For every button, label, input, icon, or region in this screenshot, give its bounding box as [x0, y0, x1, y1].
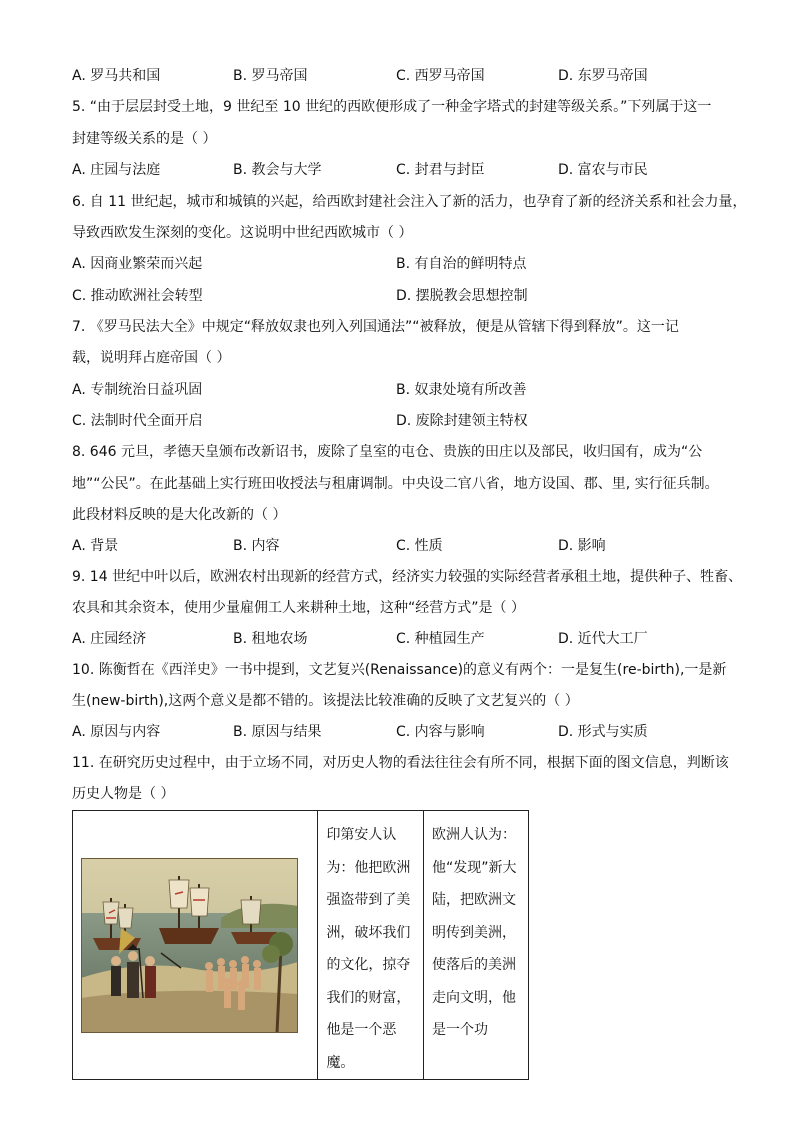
q10-option-b[interactable]: B. 原因与结果	[233, 724, 322, 740]
q6-stem-line2: 导致西欧发生深刻的变化。这说明中世纪西欧城市（ ）	[72, 225, 413, 241]
q11-figure-table	[72, 810, 529, 1080]
q6-option-a[interactable]: A. 因商业繁荣而兴起	[72, 256, 203, 272]
q10-stem-line2: 生(new-birth),这两个意义是都不错的。该提法比较准确的反映了文艺复兴的（ ）	[72, 693, 579, 709]
q8-option-d[interactable]: D. 影响	[558, 538, 606, 554]
q9-option-c[interactable]: C. 种植园生产	[396, 631, 485, 647]
q7-stem-line2: 载，说明拜占庭帝国（ ）	[72, 350, 231, 366]
q6-option-c[interactable]: C. 推动欧洲社会转型	[72, 288, 203, 304]
q11-stem-line2: 历史人物是（ ）	[72, 786, 175, 802]
q4-option-a[interactable]: A. 罗马共和国	[72, 68, 161, 84]
q5-option-c[interactable]: C. 封君与封臣	[396, 162, 485, 178]
q10-option-d[interactable]: D. 形式与实质	[558, 724, 648, 740]
q5-option-a[interactable]: A. 庄园与法庭	[72, 162, 161, 178]
q6-option-b[interactable]: B. 有自治的鲜明特点	[396, 256, 527, 272]
q5-option-b[interactable]: B. 教会与大学	[233, 162, 322, 178]
indian-view-cell: 印第安人认为：他把欧洲强盗带到了美洲，破坏我们的文化，掠夺我们的财富，他是一个恶魔。	[318, 811, 424, 1080]
q5-stem-line2: 封建等级关系的是（ ）	[72, 131, 217, 147]
q7-option-c[interactable]: C. 法制时代全面开启	[72, 413, 203, 429]
q10-option-a[interactable]: A. 原因与内容	[72, 724, 161, 740]
q7-option-a[interactable]: A. 专制统治日益巩固	[72, 382, 203, 398]
q10-option-c[interactable]: C. 内容与影响	[396, 724, 485, 740]
q9-stem-line2: 农具和其余资本，使用少量雇佣工人来耕种土地，这种“经营方式”是（ ）	[72, 600, 525, 616]
q8-option-a[interactable]: A. 背景	[72, 538, 119, 554]
q4-option-c[interactable]: C. 西罗马帝国	[396, 68, 485, 84]
q6-stem-line1: 6. 自 11 世纪起，城市和城镇的兴起，给西欧封建社会注入了新的活力，也孕育了新的经济关系和社会力量，	[72, 194, 747, 210]
q8-option-c[interactable]: C. 性质	[396, 538, 443, 554]
q11-stem-line1: 11. 在研究历史过程中，由于立场不同，对历史人物的看法往往会有所不同，根据下面的图文信息，判断该	[72, 755, 729, 771]
q7-stem-line1: 7. 《罗马民法大全》中规定“释放奴隶也列入列国通法”“被释放，便是从管辖下得到释放”。这一记	[72, 319, 679, 335]
european-view-cell: 欧洲人认为：他“发现”新大陆，把欧洲文明传到美洲，使落后的美洲走向文明，他是一个功	[423, 811, 528, 1080]
q8-stem-line3: 此段材料反映的是大化改新的（ ）	[72, 507, 287, 523]
q9-option-a[interactable]: A. 庄园经济	[72, 631, 147, 647]
q6-option-d[interactable]: D. 摆脱教会思想控制	[396, 288, 528, 304]
q9-stem-line1: 9. 14 世纪中叶以后，欧洲农村出现新的经营方式，经济实力较强的实际经营者承租土地，提供种子、牲畜、	[72, 569, 743, 585]
q9-option-d[interactable]: D. 近代大工厂	[558, 631, 648, 647]
q7-option-d[interactable]: D. 废除封建领主特权	[396, 413, 528, 429]
q7-option-b[interactable]: B. 奴隶处境有所改善	[396, 382, 527, 398]
q4-option-d[interactable]: D. 东罗马帝国	[558, 68, 648, 84]
q9-option-b[interactable]: B. 租地农场	[233, 631, 308, 647]
q8-option-b[interactable]: B. 内容	[233, 538, 280, 554]
columbus-landing-illustration	[81, 858, 298, 1033]
q5-option-d[interactable]: D. 富农与市民	[558, 162, 648, 178]
q8-stem-line2: 地”“公民”。在此基础上实行班田收授法与租庸调制。中央设二官八省，地方设国、郡、里, 实行征兵制。	[72, 476, 719, 492]
q8-stem-line1: 8. 646 元旦，孝德天皇颁布改新诏书，废除了皇室的屯仓、贵族的田庄以及部民，收归国有，成为“公	[72, 444, 703, 460]
q5-stem-line1: 5. “由于层层封受土地，9 世纪至 10 世纪的西欧便形成了一种金字塔式的封建等级关系。”下列属于这一	[72, 99, 712, 115]
q4-option-b[interactable]: B. 罗马帝国	[233, 68, 308, 84]
q11-image-cell	[73, 811, 318, 1080]
q10-stem-line1: 10. 陈衡哲在《西洋史》一书中提到，文艺复兴(Renaissance)的意义有两个：一是复生(re-birth),一是新	[72, 662, 727, 678]
